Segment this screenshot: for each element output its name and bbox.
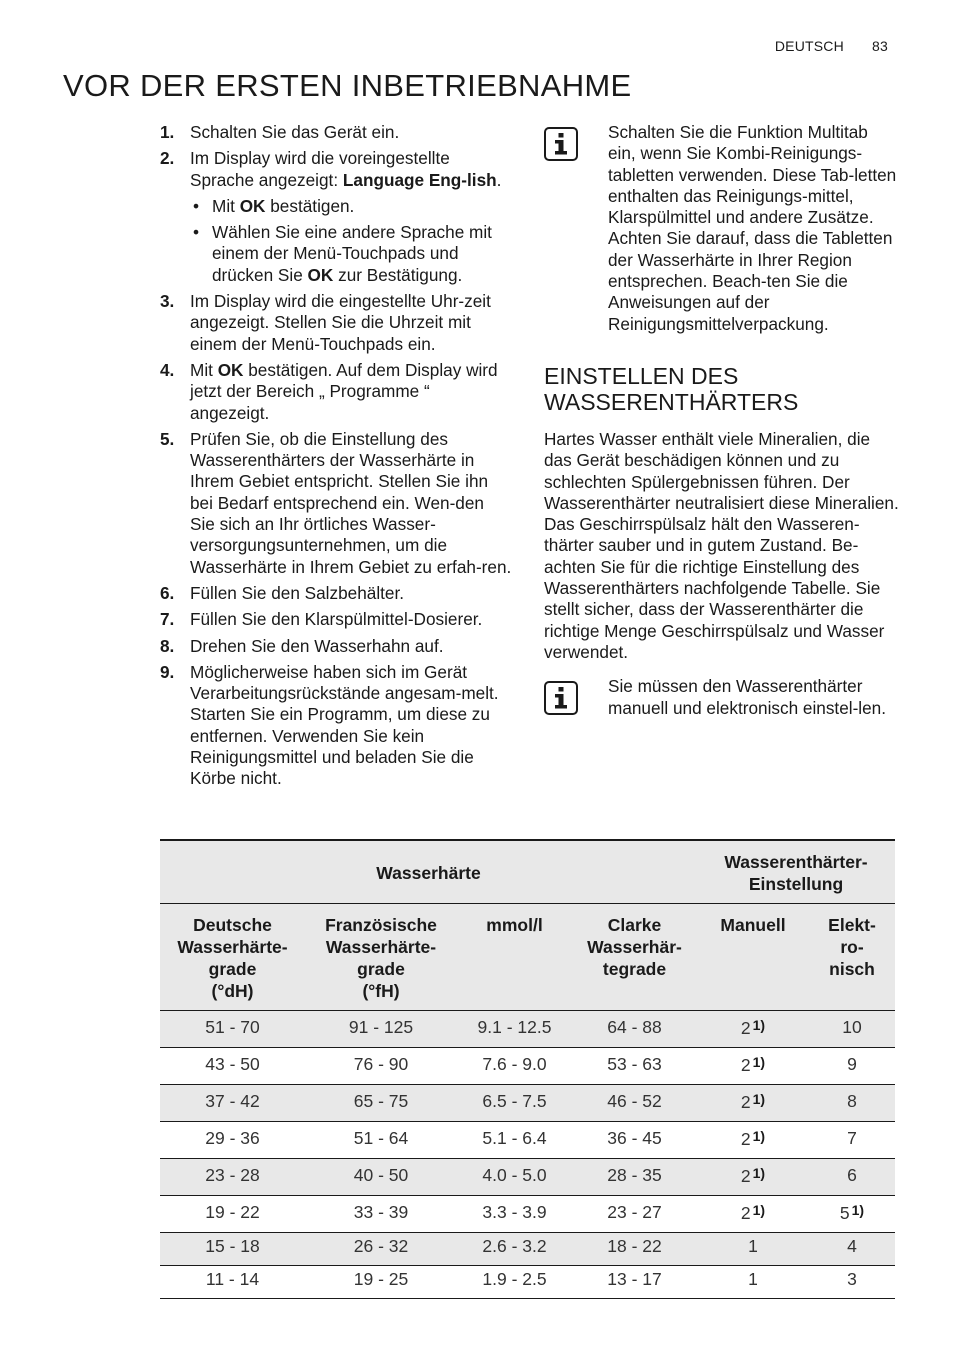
header-line: Clarke — [607, 915, 662, 935]
paragraph: Hartes Wasser enthält viele Mineralien, die das Gerät beschädigen können und zu schlechten Spülergebnissen führen. Der Wasserenthärter neutralisiert diese Mineralien. — [544, 428, 899, 513]
header-line: Einstellung — [748, 874, 844, 894]
step-4 — [160, 360, 512, 424]
cell-electronic: 9 — [809, 1048, 895, 1085]
footnote-mark: 1) — [851, 1202, 865, 1218]
table-row — [160, 1266, 895, 1299]
cell-clarke: 23 - 27 — [572, 1196, 697, 1233]
cell-clarke: 28 - 35 — [572, 1159, 697, 1196]
cell-clarke: 46 - 52 — [572, 1085, 697, 1122]
header-line: (°fH) — [362, 981, 400, 1001]
table-row — [160, 1085, 895, 1122]
cell-fh: 40 - 50 — [305, 1159, 457, 1196]
section-title — [544, 363, 899, 415]
cell-fh: 65 - 75 — [305, 1085, 457, 1122]
step-text: bestätigen. Auf dem Display wird jetzt der Bereich „ Programme “ angezeigt. — [190, 359, 498, 423]
step-number: 5. — [160, 428, 175, 449]
header-line: grade — [357, 959, 405, 979]
step-number: 3. — [160, 291, 175, 312]
cell-fh: 51 - 64 — [305, 1122, 457, 1159]
cell-manual — [697, 1122, 809, 1159]
group-header-softener-setting — [697, 840, 895, 904]
header-line: Wasserhär- — [587, 937, 682, 957]
footnote-mark: 1) — [752, 1054, 766, 1070]
step-number: 1. — [160, 122, 175, 142]
step-bold-text: OK — [217, 359, 244, 380]
cell-mmol: 3.3 - 3.9 — [457, 1196, 572, 1233]
note-text: Schalten Sie die Funktion Multitab ein, wenn Sie Kombi-Reinigungs-tabletten verwenden. Diese Tab-letten enthalten das Reinigungs-mittel, Klarspülmittel und andere Zusätze. Achten Sie darauf, dass die Tabletten der Wasserhärte in Ihrer Region entsprechen. Beach-ten Sie die Anweisungen auf der Reinigungsmittelverpackung. — [608, 122, 897, 334]
section-title-line: WASSERENTHÄRTERS — [544, 388, 799, 415]
step-6 — [160, 583, 512, 604]
cell-dh: 51 - 70 — [160, 1011, 305, 1048]
footnote-mark: 1) — [752, 1017, 766, 1033]
header-line: tegrade — [602, 959, 667, 979]
table-row — [160, 1233, 895, 1266]
step-text: Prüfen Sie, ob die Einstellung des Wasserenthärters der Wasserhärte in Ihrem Gebiet entspricht. Stellen Sie ihn bei Bedarf entsprechend ein. Wen-den Sie sich an Ihr örtliches Wasser-versorgungsunternehmen, um die Wasserhärte in Ihrem Gebiet zu erfah-ren. — [190, 428, 512, 577]
step-number: 6. — [160, 582, 175, 603]
step-body — [190, 148, 512, 286]
cell-dh: 43 - 50 — [160, 1048, 305, 1085]
table-row — [160, 1196, 895, 1233]
header-language: DEUTSCH — [774, 38, 844, 54]
cell-manual — [697, 1085, 809, 1122]
table-row — [160, 1122, 895, 1159]
cell-value: 5 — [839, 1203, 850, 1223]
steps-list — [160, 122, 512, 795]
step-1 — [160, 122, 512, 143]
header-line: grade — [208, 959, 257, 979]
cell-fh: 19 - 25 — [305, 1266, 457, 1299]
cell-mmol: 9.1 - 12.5 — [457, 1011, 572, 1048]
cell-electronic — [809, 1196, 895, 1233]
step-text: Schalten Sie das Gerät ein. — [190, 122, 400, 142]
info-icon — [544, 681, 578, 715]
info-note-softener — [544, 676, 899, 719]
bullet-text-part: Wählen Sie eine andere Sprache mit einem der Menü-Touchpads und drücken Sie — [212, 222, 492, 285]
step-bold-text: Language Eng-lish — [342, 169, 497, 190]
cell-value: 2 — [740, 1092, 751, 1112]
step-text: Drehen Sie den Wasserhahn auf. — [190, 635, 444, 656]
step-text: Möglicherweise haben sich im Gerät Verarbeitungsrückstände angesam-melt. Starten Sie ein Programm, um diese zu entfernen. Verwenden Sie kein Reinigungsmittel und beladen Sie die Körbe nicht. — [190, 661, 499, 789]
step-9 — [160, 662, 512, 790]
step-number: 4. — [160, 359, 175, 380]
water-hardness-table — [160, 839, 895, 1299]
cell-manual — [697, 1196, 809, 1233]
step-body — [190, 360, 512, 424]
bullet-bold: OK — [239, 195, 266, 216]
cell-electronic: 3 — [809, 1266, 895, 1299]
bullet-dot: • — [193, 222, 200, 243]
header-line: Manuell — [720, 915, 786, 935]
cell-clarke: 53 - 63 — [572, 1048, 697, 1085]
cell-electronic: 8 — [809, 1085, 895, 1122]
cell-value: 2 — [740, 1129, 751, 1149]
bullet-text-part: zur Bestätigung. — [333, 264, 463, 285]
table-column-header-row — [160, 904, 895, 1011]
header-line: nisch — [829, 959, 875, 979]
bullet-item — [190, 196, 512, 217]
cell-dh: 15 - 18 — [160, 1233, 305, 1266]
cell-mmol: 2.6 - 3.2 — [457, 1233, 572, 1266]
info-note-multitab — [544, 122, 899, 335]
table-row — [160, 1159, 895, 1196]
step-5 — [160, 429, 512, 578]
cell-manual: 1 — [697, 1233, 809, 1266]
footnote-mark: 1) — [752, 1091, 766, 1107]
step-7 — [160, 609, 512, 630]
step-number: 2. — [160, 148, 175, 169]
cell-dh: 19 - 22 — [160, 1196, 305, 1233]
cell-manual — [697, 1159, 809, 1196]
cell-clarke: 13 - 17 — [572, 1266, 697, 1299]
col-header-dh — [160, 904, 305, 1011]
right-column — [544, 122, 899, 719]
bullet-text-part: bestätigen. — [265, 195, 355, 216]
cell-dh: 29 - 36 — [160, 1122, 305, 1159]
cell-value: 2 — [740, 1018, 751, 1038]
header-line: Elekt- — [828, 915, 876, 935]
bullet-bold: OK — [307, 264, 334, 285]
step-text: Im Display wird die voreingestellte Sprache angezeigt: — [190, 148, 450, 190]
cell-clarke: 64 - 88 — [572, 1011, 697, 1048]
cell-manual — [697, 1048, 809, 1085]
step-text: Im Display wird die eingestellte Uhr-zeit angezeigt. Stellen Sie die Uhrzeit mit einem der Menü-Touchpads ein. — [190, 291, 491, 354]
step-text: . — [496, 169, 502, 190]
bullet-item — [190, 222, 512, 286]
cell-mmol: 6.5 - 7.5 — [457, 1085, 572, 1122]
page-title: VOR DER ERSTEN INBETRIEBNAHME — [63, 68, 632, 103]
col-header-electronic — [809, 904, 895, 1011]
info-icon — [544, 127, 578, 161]
cell-clarke: 18 - 22 — [572, 1233, 697, 1266]
col-header-manual — [697, 904, 809, 1011]
cell-mmol: 7.6 - 9.0 — [457, 1048, 572, 1085]
group-header-hardness: Wasserhärte — [160, 840, 697, 904]
cell-dh: 37 - 42 — [160, 1085, 305, 1122]
cell-electronic: 7 — [809, 1122, 895, 1159]
col-header-mmol — [457, 904, 572, 1011]
table-row — [160, 1011, 895, 1048]
page-number: 83 — [872, 38, 888, 54]
cell-mmol: 4.0 - 5.0 — [457, 1159, 572, 1196]
header-line: (°dH) — [211, 981, 254, 1001]
header-line: Wasserhärte- — [325, 937, 437, 957]
step-number: 7. — [160, 609, 175, 630]
step-text: Füllen Sie den Klarspülmittel-Dosierer. — [190, 609, 483, 630]
cell-electronic: 6 — [809, 1159, 895, 1196]
info-i-glyph — [551, 686, 571, 710]
cell-value: 2 — [740, 1203, 751, 1223]
cell-electronic: 4 — [809, 1233, 895, 1266]
cell-value: 2 — [740, 1055, 751, 1075]
step-8 — [160, 636, 512, 657]
cell-mmol: 5.1 - 6.4 — [457, 1122, 572, 1159]
cell-fh: 91 - 125 — [305, 1011, 457, 1048]
cell-fh: 26 - 32 — [305, 1233, 457, 1266]
cell-manual — [697, 1011, 809, 1048]
footnote-mark: 1) — [752, 1202, 766, 1218]
step-2 — [160, 148, 512, 286]
paragraph: Das Geschirrspülsalz hält den Wasseren-thärter sauber und in gutem Zustand. Be-achten Sie für die richtige Einstellung des Wasserenthärters nachfolgende Tabelle. Sie stellt sicher, dass der Wasserenthärter die richtige Menge Geschirrspülsalz und Wasser verwendet. — [544, 514, 885, 662]
page-header — [775, 38, 888, 54]
cell-clarke: 36 - 45 — [572, 1122, 697, 1159]
header-line: ro- — [840, 937, 864, 957]
bullet-dot: • — [193, 195, 200, 216]
step-number: 8. — [160, 635, 175, 656]
step-number: 9. — [160, 661, 175, 682]
section-title-line: EINSTELLEN DES — [544, 362, 739, 389]
cell-value: 2 — [740, 1166, 751, 1186]
bullet-text — [212, 222, 512, 286]
header-line: mmol/l — [486, 915, 543, 935]
step-text: Füllen Sie den Salzbehälter. — [190, 582, 405, 603]
cell-fh: 76 - 90 — [305, 1048, 457, 1085]
header-line: Französische — [325, 915, 437, 935]
header-line: Deutsche — [193, 915, 272, 935]
header-line: Wasserhärte- — [177, 937, 288, 957]
header-line: Wasserenthärter- — [724, 852, 868, 872]
footnote-mark: 1) — [752, 1128, 766, 1144]
col-header-clarke — [572, 904, 697, 1011]
cell-dh: 23 - 28 — [160, 1159, 305, 1196]
info-i-glyph — [551, 132, 571, 156]
note-text: Sie müssen den Wasserenthärter manuell und elektronisch einstel-len. — [608, 676, 887, 718]
table-row — [160, 1048, 895, 1085]
footnote-mark: 1) — [752, 1165, 766, 1181]
table-group-header-row — [160, 840, 895, 904]
col-header-fh — [305, 904, 457, 1011]
cell-electronic: 10 — [809, 1011, 895, 1048]
cell-fh: 33 - 39 — [305, 1196, 457, 1233]
bullet-text — [212, 196, 512, 217]
cell-dh: 11 - 14 — [160, 1266, 305, 1299]
step-text: Mit — [190, 359, 218, 380]
cell-manual: 1 — [697, 1266, 809, 1299]
step-3 — [160, 291, 512, 355]
cell-mmol: 1.9 - 2.5 — [457, 1266, 572, 1299]
bullet-text-part: Mit — [212, 195, 240, 216]
